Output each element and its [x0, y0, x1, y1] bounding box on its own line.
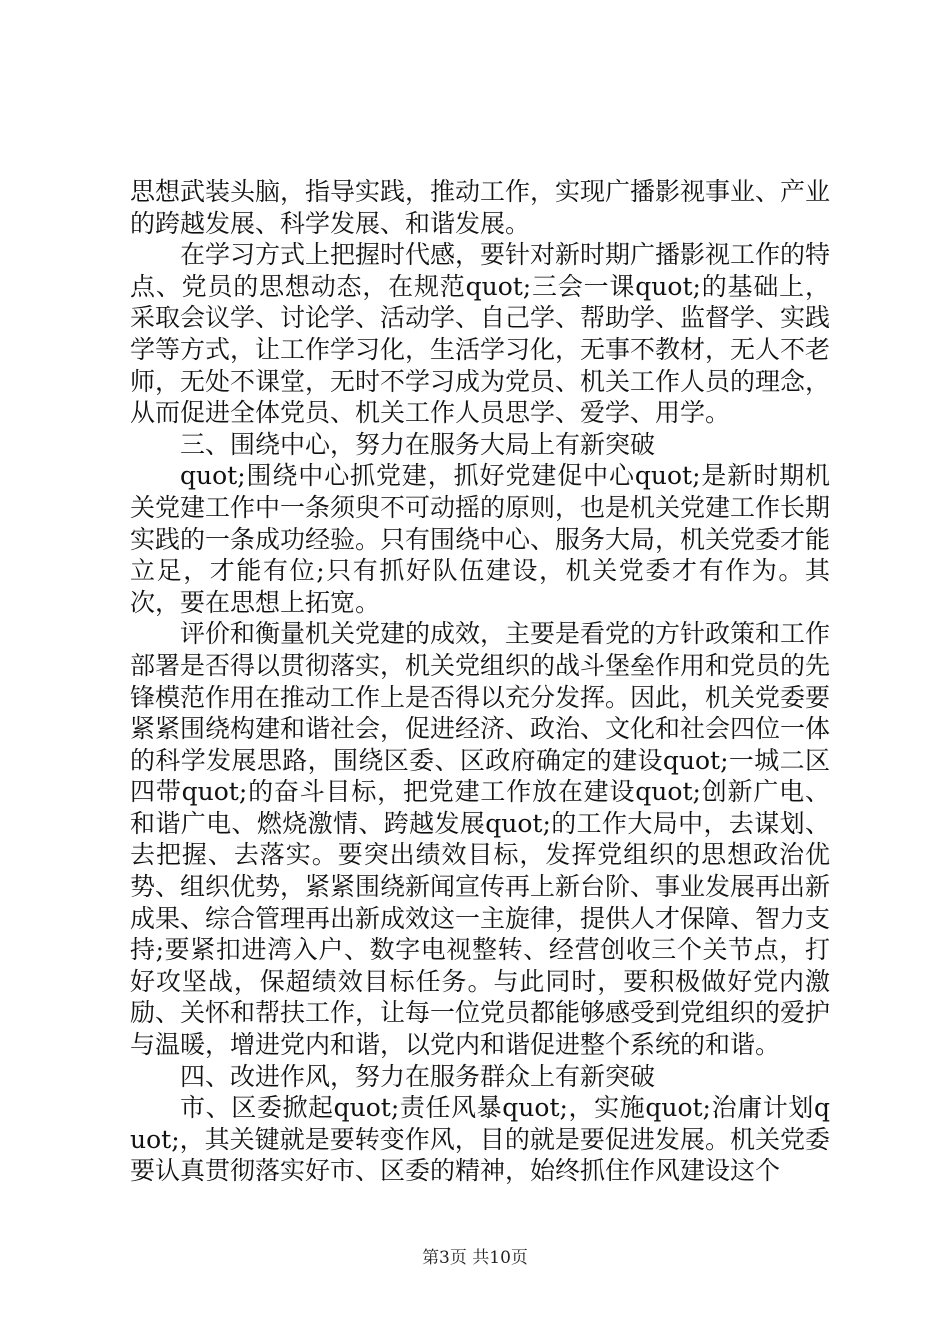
- paragraph-continuation: 思想武装头脑，指导实践，推动工作，实现广播影视事业、产业的跨越发展、科学发展、和谐发展。: [130, 177, 831, 238]
- section-heading-four: 四、改进作风，努力在服务群众上有新突破: [180, 1061, 656, 1091]
- section-heading-three: 三、围绕中心，努力在服务大局上有新突破: [180, 429, 656, 459]
- page-number-footer: 第3页 共10页: [422, 1248, 528, 1268]
- paragraph-evaluation: 评价和衡量机关党建的成效，主要是看党的方针政策和工作部署是否得以贯彻落实，机关党组织的战斗堡垒作用和党员的先锋模范作用在推动工作上是否得以充分发挥。因此，机关党委要紧紧围绕构建和谐社会，促进经济、政治、文化和社会四位一体的科学发展思路，围绕区委、区政府确定的建设quot;一城二区四带quot;的奋斗目标，把党建工作放在建设quot;创新广电、和谐广电、燃烧激情、跨越发展quot;的工作大局中，去谋划、去把握、去落实。要突出绩效目标，发挥党组织的思想政治优势、组织优势，紧紧围绕新闻宣传再上新台阶、事业发展再出新成果、综合管理再出新成效这一主旋律，提供人才保障、智力支持;要紧扣进湾入户、数字电视整转、经营创收三个关节点，打好攻坚战，保超绩效目标任务。与此同时，要积极做好党内激励、关怀和帮扶工作，让每一位党员都能够感受到党组织的爱护与温暖，增进党内和谐，以党内和谐促进整个系统的和谐。: [130, 619, 831, 1060]
- document-body: [130, 176, 830, 1187]
- paragraph-study-methods: 在学习方式上把握时代感，要针对新时期广播影视工作的特点、党员的思想动态，在规范quot;三会一课quot;的基础上，采取会议学、讨论学、活动学、自己学、帮助学、监督学、实践学等方式，让工作学习化，生活学习化，无事不教材，无人不老师，无处不课堂，无时不学习成为党员、机关工作人员的理念，从而促进全体党员、机关工作人员思学、爱学、用学。: [130, 240, 831, 428]
- paragraph-center-work: quot;围绕中心抓党建，抓好党建促中心quot;是新时期机关党建工作中一条须臾不可动摇的原则，也是机关党建工作长期实践的一条成功经验。只有围绕中心、服务大局，机关党委才能立足，才能有位;只有抓好队伍建设，机关党委才有作为。其次，要在思想上拓宽。: [130, 461, 831, 617]
- paragraph-work-style: 市、区委掀起quot;责任风暴quot;，实施quot;治庸计划quot;，其关键就是要转变作风，目的就是要促进发展。机关党委要认真贯彻落实好市、区委的精神，始终抓住作风建设这个: [130, 1093, 830, 1186]
